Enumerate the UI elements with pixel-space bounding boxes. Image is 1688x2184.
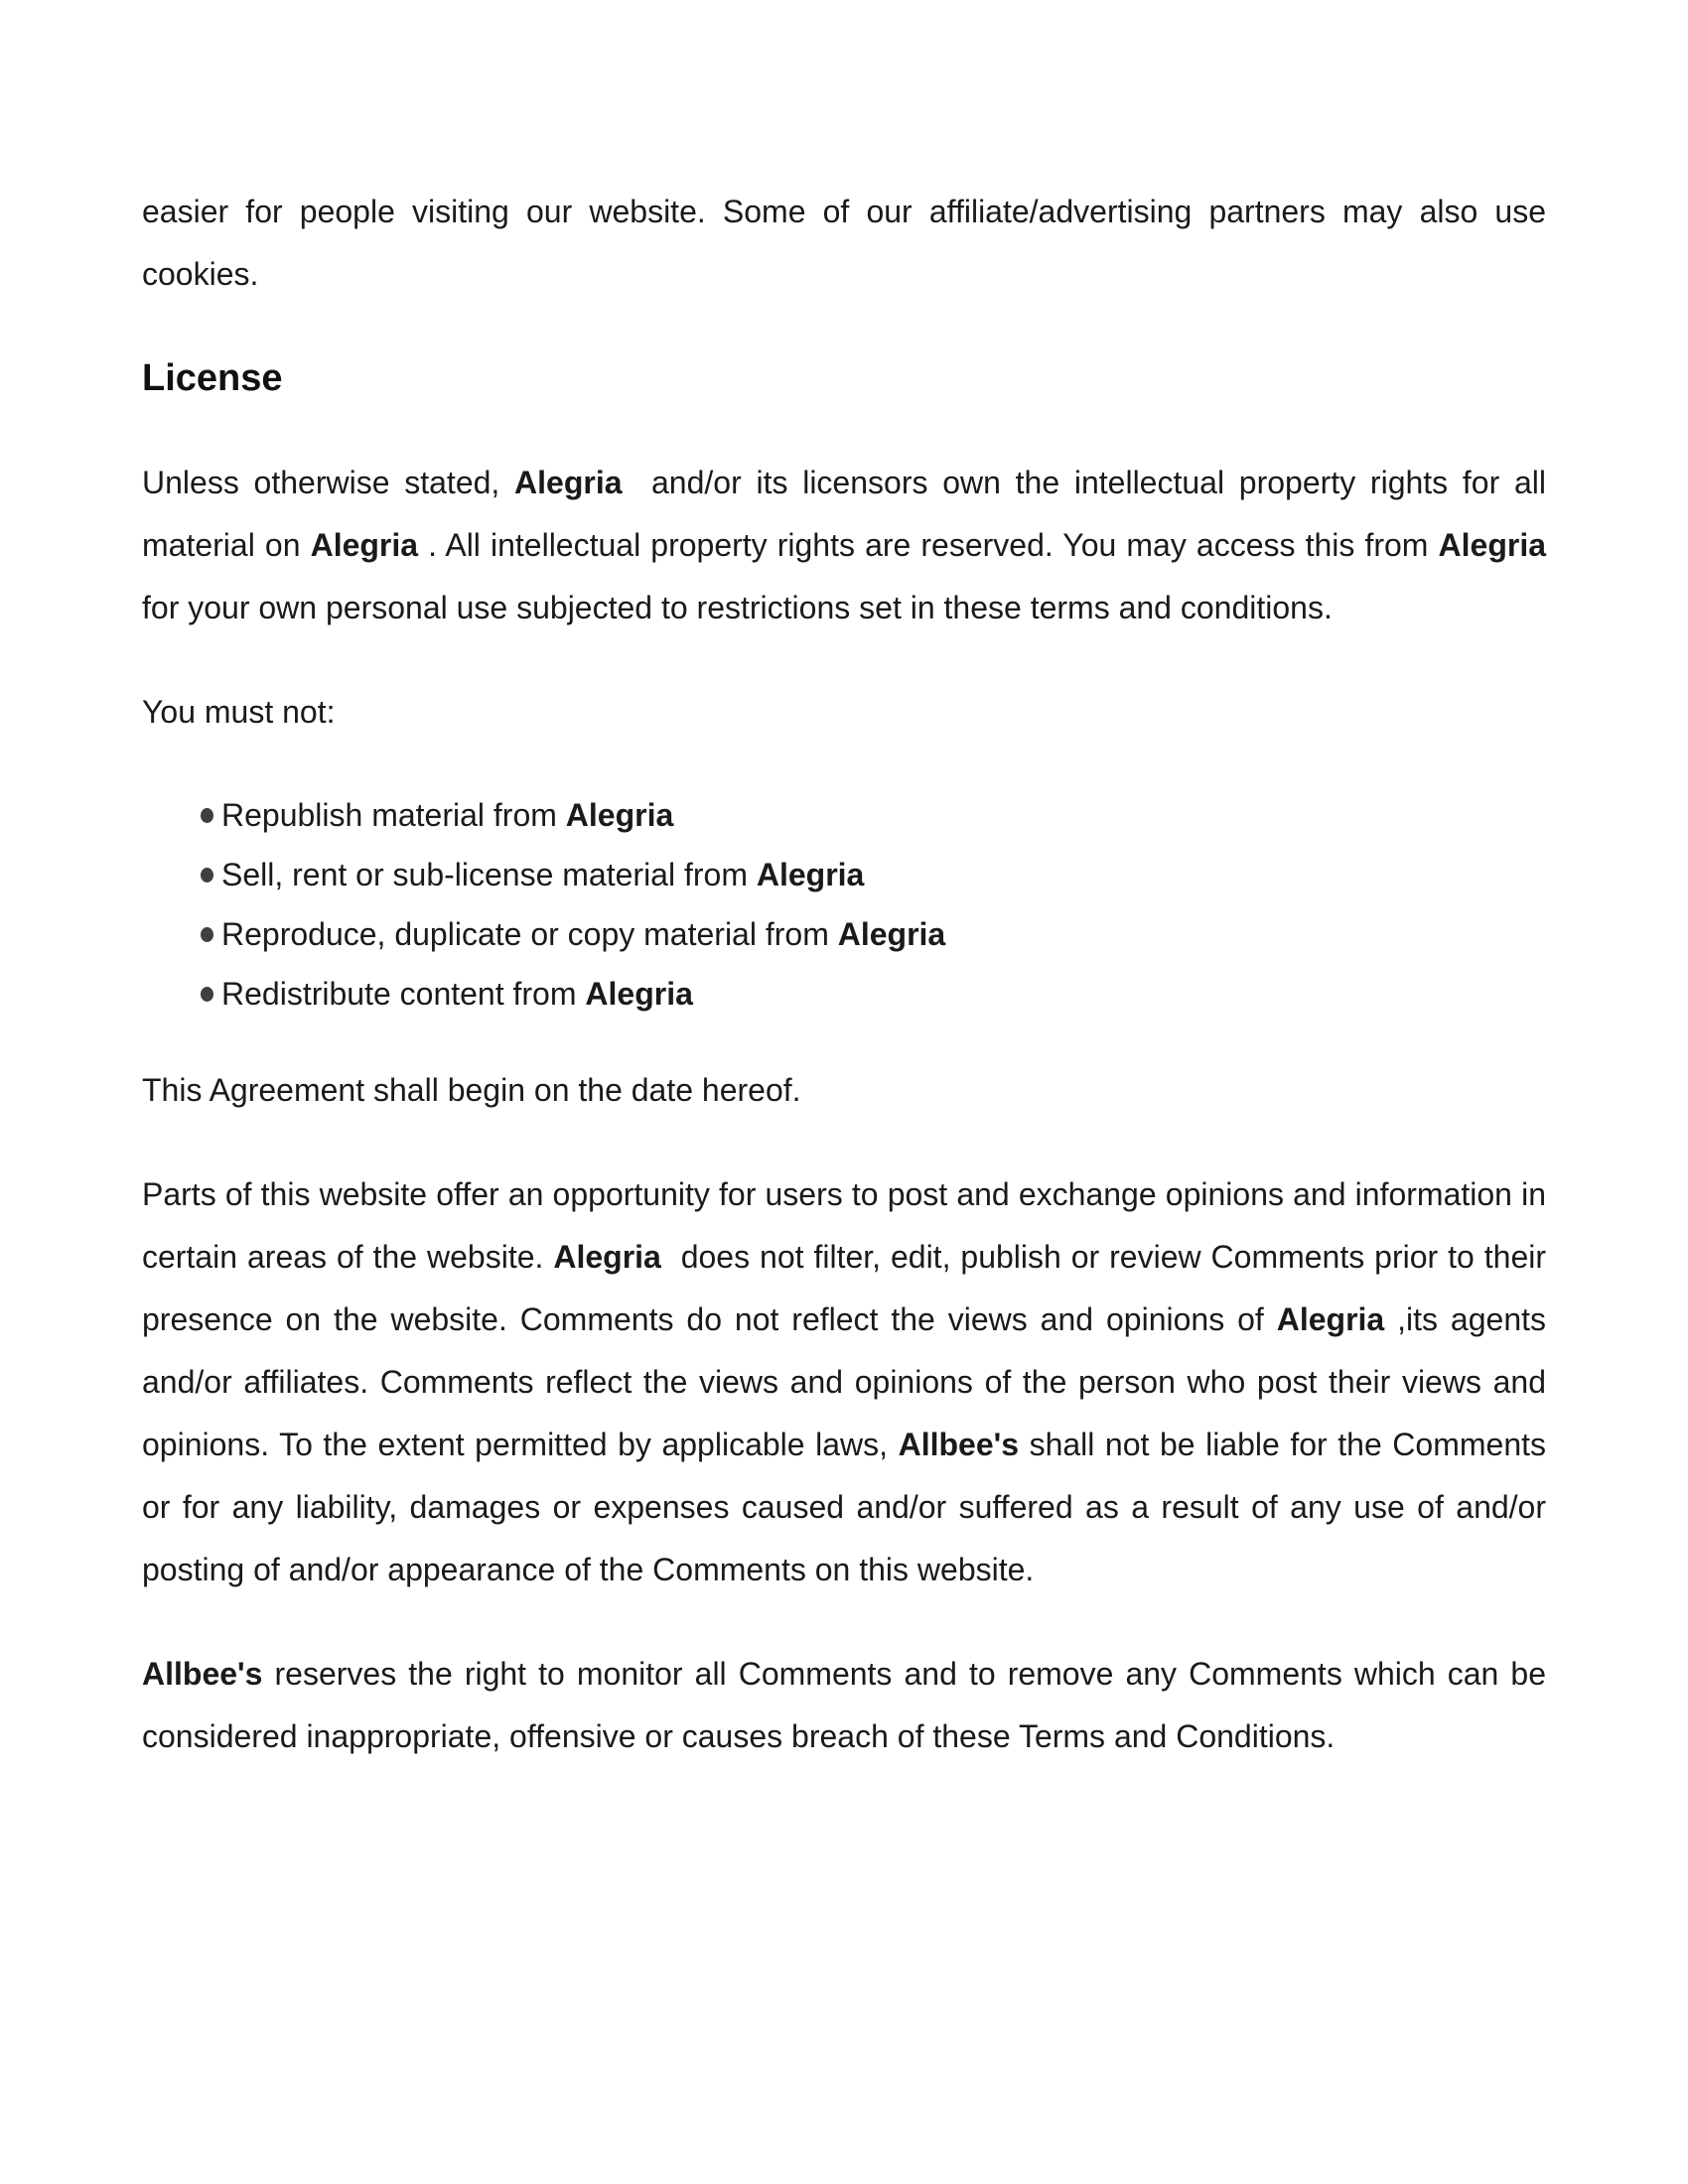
paragraph-license: Unless otherwise stated, Alegria and/or its licensors own the intellectual property rights for all material on Alegria . All intellectual property rights are reserved. You may access this from Alegria for your own personal use subjected to restrictions set in these terms and conditions.	[142, 465, 1564, 625]
list-item: Sell, rent or sub-license material from Alegria	[142, 845, 1546, 904]
paragraph-comments: Parts of this website offer an opportunity for users to post and exchange opinions and information in certain areas of the website. Alegria does not filter, edit, publish or review Comments prior to their presence on the website. Comments do not reflect the views and opinions of Alegria ,its agents and/or affiliates. Comments reflect the views and opinions of the person who post their views and opinions. To the extent permitted by applicable laws, Allbee's shall not be liable for the Comments or for any liability, damages or expenses caused and/or suffered as a result of any use of and/or posting of and/or appearance of the Comments on this website.	[142, 1176, 1555, 1587]
list-item: Reproduce, duplicate or copy material from Alegria	[142, 904, 1546, 964]
list-item: Redistribute content from Alegria	[142, 964, 1546, 1024]
paragraph-monitor: Allbee's reserves the right to monitor all Comments and to remove any Comments which can be considered inappropriate, offensive or causes breach of these Terms and Conditions.	[142, 1656, 1555, 1754]
heading-license: License	[142, 357, 283, 399]
list-item: Republish material from Alegria	[142, 785, 1546, 845]
paragraph-agreement: This Agreement shall begin on the date hereof.	[142, 1072, 801, 1108]
paragraph-you-must-not: You must not:	[142, 694, 336, 730]
restrictions-list	[142, 785, 1546, 1024]
paragraph-cookies: easier for people visiting our website. Some of our affiliate/advertising partners may also use cookies.	[142, 194, 1555, 292]
